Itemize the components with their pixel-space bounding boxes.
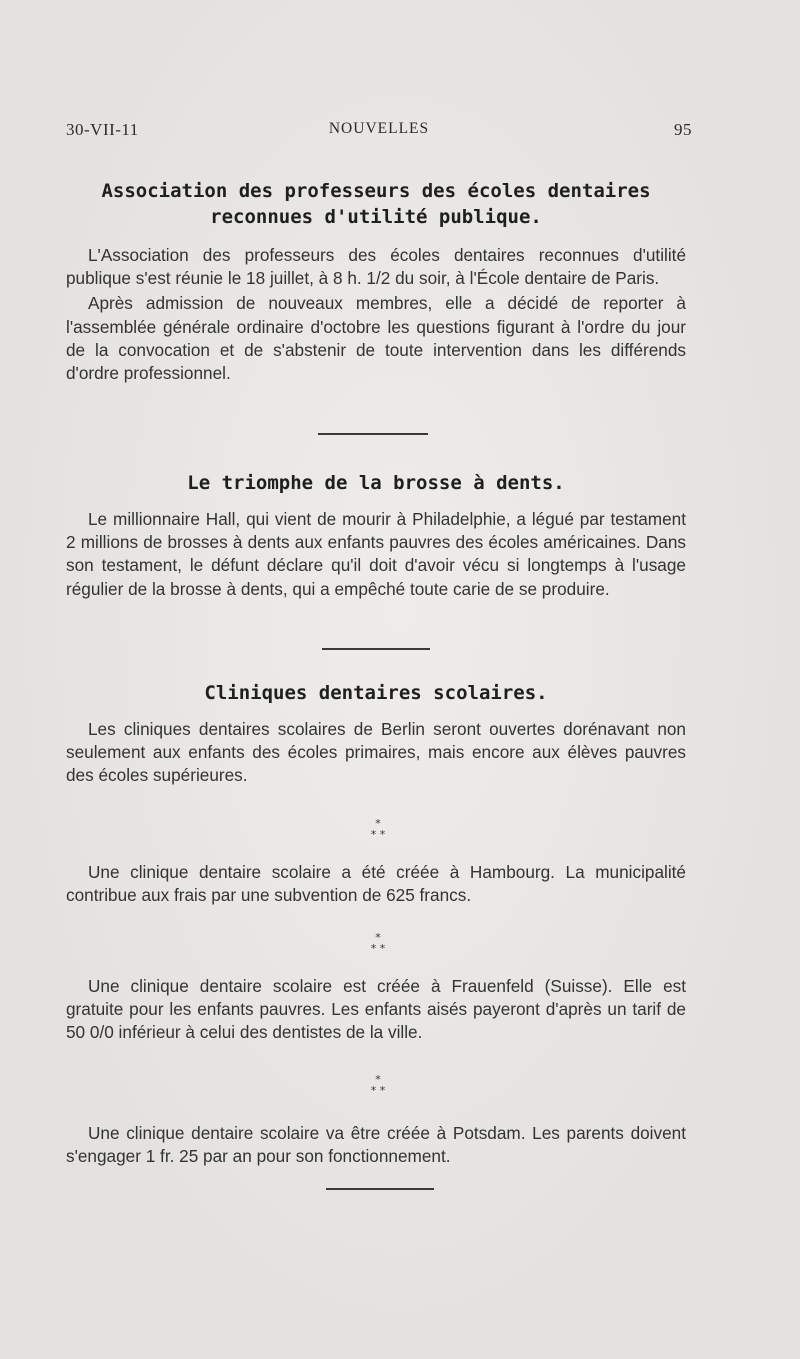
article-paragraph: Le millionnaire Hall, qui vient de mourir à Philadelphie, a légué par testament 2 millions de brosses à dents aux enfants pauvres des écoles américaines. Dans son testament, le défunt déclare qu'il doit d'avoir vécu si longtemps à l'usage régulier de la brosse à dents, qui a empêché toute carie de se produire.	[66, 509, 686, 599]
asterism-stars: * *	[370, 942, 386, 955]
section-divider	[322, 648, 430, 650]
asterism-star: *	[375, 931, 381, 944]
header-date: 30-VII-11	[66, 120, 139, 139]
asterism-stars: * *	[370, 1084, 386, 1097]
asterism	[358, 1074, 398, 1096]
header-page-number: 95	[674, 120, 692, 139]
asterism-stars: * *	[370, 828, 386, 841]
article-paragraph: Les cliniques dentaires scolaires de Berlin seront ouvertes dorénavant non seulement aux enfants des écoles primaires, mais encore aux élèves pauvres des écoles supérieures.	[66, 719, 686, 786]
article-cliniques	[66, 680, 686, 788]
article-brosse-a-dents	[66, 470, 686, 601]
article-heading: Cliniques dentaires scolaires.	[204, 682, 548, 704]
article-paragraph: L'Association des professeurs des écoles dentaires reconnues d'utilité publique s'est réunie le 18 juillet, à 8 h. 1/2 du soir, à l'École dentaire de Paris.	[66, 245, 686, 289]
asterism	[358, 932, 398, 954]
header-section-title: NOUVELLES	[328, 120, 430, 137]
asterism	[358, 818, 398, 840]
asterism-star: *	[375, 817, 381, 830]
article-paragraph: Après admission de nouveaux membres, elle a décidé de reporter à l'assemblée générale ordinaire d'octobre les questions figurant à l'ordre du jour de la convocation et de s'abstenir de toute intervention dans les différends d'ordre professionnel.	[66, 293, 686, 384]
article-paragraph: Une clinique dentaire scolaire a été créée à Hambourg. La municipalité contribue aux frais par une subvention de 625 francs.	[66, 862, 686, 906]
asterism-star: *	[375, 1073, 381, 1086]
news-item-frauenfeld	[66, 975, 686, 1045]
section-divider	[326, 1188, 434, 1190]
news-item-potsdam	[66, 1122, 686, 1168]
article-heading: Le triomphe de la brosse à dents.	[187, 472, 565, 494]
article-heading: Association des professeurs des écoles dentaires reconnues d'utilité publique.	[101, 180, 651, 228]
article-paragraph: Une clinique dentaire scolaire va être créée à Potsdam. Les parents doivent s'engager 1 fr. 25 par an pour son fonctionnement.	[66, 1123, 686, 1167]
news-item-hambourg	[66, 861, 686, 907]
running-header	[66, 120, 692, 144]
section-divider	[318, 433, 428, 435]
article-association	[66, 178, 686, 385]
article-paragraph: Une clinique dentaire scolaire est créée à Frauenfeld (Suisse). Elle est gratuite pour les enfants pauvres. Les enfants aisés payeront d'après un tarif de 50 0/0 inférieur à celui des dentistes de la ville.	[66, 976, 686, 1043]
